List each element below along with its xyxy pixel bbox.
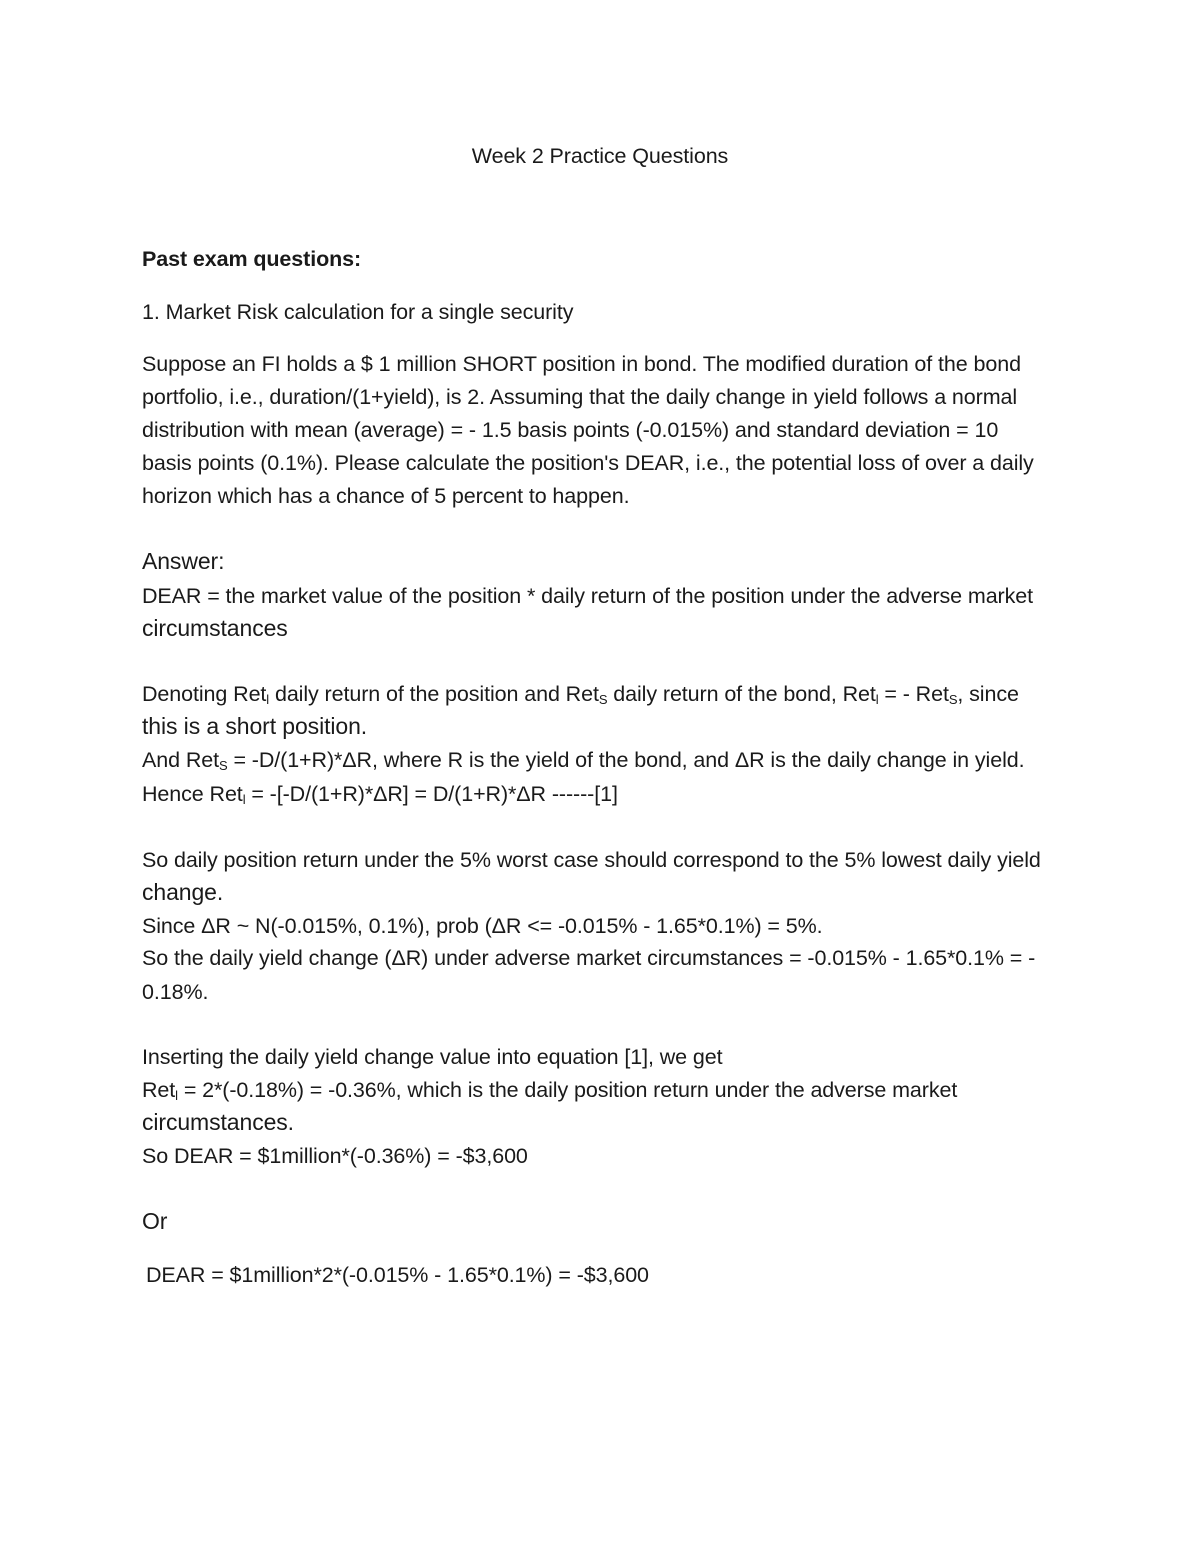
answer-label: Answer:: [142, 548, 225, 574]
worst-case-line: So daily position return under the 5% worst case should correspond to the 5% lowest daily yield: [142, 848, 1041, 872]
position-return-result: Ret$_l$ = 2*(-0.18%) = -0.36%, which is the daily position return under the adverse market: [142, 1078, 958, 1103]
distribution-line: Since ΔR ~ N(-0.015%, 0.1%), prob (ΔR <= -0.015% - 1.65*0.1%) = 5%.: [142, 914, 823, 938]
dear-definition-line: DEAR = the market value of the position * daily return of the position under the adverse market: [142, 584, 1034, 608]
alternative-dear-formula: DEAR = $1million*2*(-0.015% - 1.65*0.1%) = -$3,600: [146, 1263, 649, 1287]
yield-change-line: 0.18%.: [142, 980, 209, 1004]
dear-result: So DEAR = $1million*(-0.36%) = -$3,600: [142, 1144, 528, 1168]
circumstances-line: circumstances.: [142, 1109, 294, 1135]
page-title: Week 2 Practice Questions: [471, 144, 729, 168]
dear-definition-line: circumstances: [142, 615, 288, 641]
short-position-line: this is a short position.: [142, 713, 368, 739]
question-line: distribution with mean (average) = - 1.5 basis points (-0.015%) and standard deviation = 10: [142, 418, 999, 442]
question-line: horizon which has a chance of 5 percent to happen.: [142, 484, 630, 508]
yield-change-line: So the daily yield change (ΔR) under adverse market circumstances = -0.015% - 1.65*0.1% = -: [142, 946, 1036, 970]
question-line: Suppose an FI holds a $ 1 million SHORT position in bond. The modified duration of the bond: [142, 352, 1021, 376]
or-label: Or: [142, 1208, 168, 1234]
denoting-line: Denoting Ret$_l$ daily return of the position and Ret$_S$ daily return of the bond, Ret$_l$ = - Ret$_S$, since: [142, 682, 1019, 707]
question-line: basis points (0.1%). Please calculate the position's DEAR, i.e., the potential loss of over a daily: [142, 451, 1034, 475]
position-return-formula: Hence Ret$_l$ = -[-D/(1+R)*ΔR] = D/(1+R)*ΔR ------[1]: [142, 782, 618, 807]
question-line: portfolio, i.e., duration/(1+yield), is 2. Assuming that the daily change in yield follows a normal: [142, 385, 1018, 409]
inserting-line: Inserting the daily yield change value into equation [1], we get: [142, 1045, 723, 1069]
section-heading: Past exam questions:: [142, 247, 362, 271]
question-1-heading: 1. Market Risk calculation for a single security: [142, 300, 574, 324]
bond-return-formula: And Ret$_S$ = -D/(1+R)*ΔR, where R is the yield of the bond, and ΔR is the daily change in yield.: [142, 748, 1025, 773]
worst-case-line: change.: [142, 879, 224, 905]
